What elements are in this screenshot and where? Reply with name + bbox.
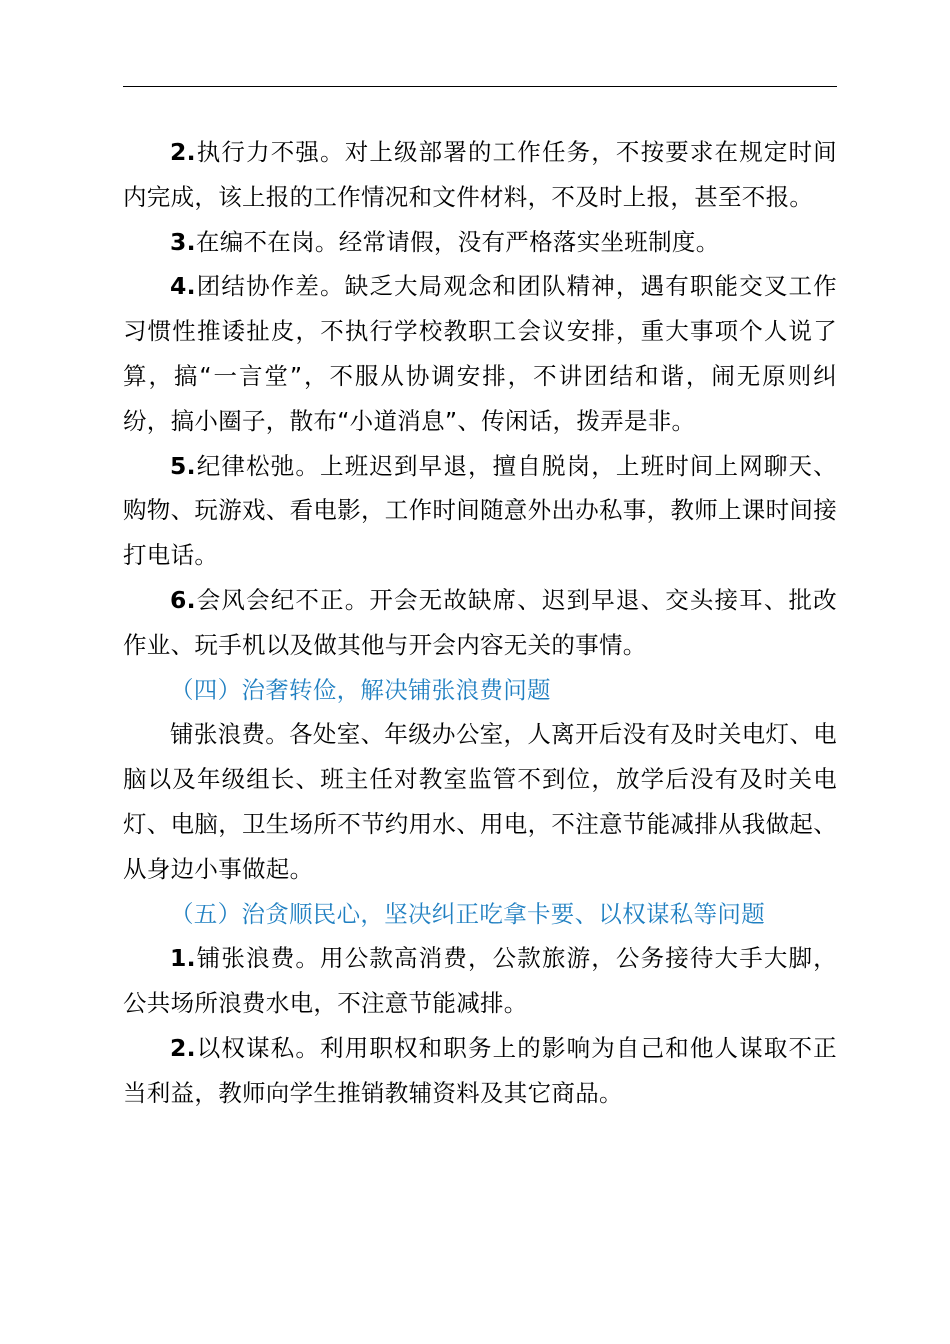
item-number: 2. bbox=[170, 1033, 196, 1062]
header-rule bbox=[123, 86, 837, 87]
paragraph-text: 团结协作差。缺乏大局观念和团队精神，遇有职能交叉工作习惯性推诿扯皮，不执行学校教职工会议安排，重大事项个人说了算，搞“一言堂”，不服从协调安排，不讲团结和谐，闹无原则纠纷，搞小圈子，散布“小道消息”、传闲话，拨弄是非。 bbox=[123, 272, 837, 435]
document-body bbox=[123, 130, 837, 1116]
paragraph-text: 在编不在岗。经常请假，没有严格落实坐班制度。 bbox=[195, 227, 720, 256]
paragraph-meeting bbox=[123, 578, 837, 668]
paragraph-text: 以权谋私。利用职权和职务上的影响为自己和他人谋取不正当利益，教师向学生推销教辅资料及其它商品。 bbox=[123, 1033, 837, 1107]
section-heading-4: （四）治奢转俭，解决铺张浪费问题 bbox=[170, 675, 551, 704]
paragraph-abuse bbox=[123, 1026, 837, 1116]
item-number: 3. bbox=[170, 227, 196, 256]
item-number: 2. bbox=[170, 138, 196, 166]
item-number: 1. bbox=[170, 944, 196, 973]
paragraph-text: 执行力不强。对上级部署的工作任务，不按要求在规定时间内完成，该上报的工作情况和文件材料，不及时上报，甚至不报。 bbox=[123, 138, 837, 211]
item-number: 6. bbox=[170, 585, 196, 614]
paragraph-discipline bbox=[123, 444, 837, 578]
paragraph-execution bbox=[123, 130, 837, 220]
paragraph-teamwork bbox=[123, 264, 837, 443]
paragraph-text: 纪律松弛。上班迟到早退，擅自脱岗，上班时间上网聊天、购物、玩游戏、看电影，工作时间随意外出办私事，教师上课时间接打电话。 bbox=[123, 451, 837, 570]
paragraph-public-waste bbox=[123, 936, 837, 1026]
section-heading-5: （五）治贪顺民心，坚决纠正吃拿卡要、以权谋私等问题 bbox=[170, 899, 765, 928]
paragraph-waste: 铺张浪费。各处室、年级办公室，人离开后没有及时关电灯、电脑以及年级组长、班主任对教室监管不到位，放学后没有及时关电灯、电脑，卫生场所不节约用水、用电，不注意节能减排从我做起、从身边小事做起。 bbox=[123, 720, 837, 883]
paragraph-absent bbox=[123, 220, 837, 265]
paragraph-text: 铺张浪费。用公款高消费，公款旅游，公务接待大手大脚，公共场所浪费水电，不注意节能减排。 bbox=[123, 944, 837, 1018]
item-number: 5. bbox=[170, 451, 196, 480]
paragraph-text: 会风会纪不正。开会无故缺席、迟到早退、交头接耳、批改作业、玩手机以及做其他与开会内容无关的事情。 bbox=[123, 585, 837, 659]
item-number: 4. bbox=[170, 272, 196, 301]
